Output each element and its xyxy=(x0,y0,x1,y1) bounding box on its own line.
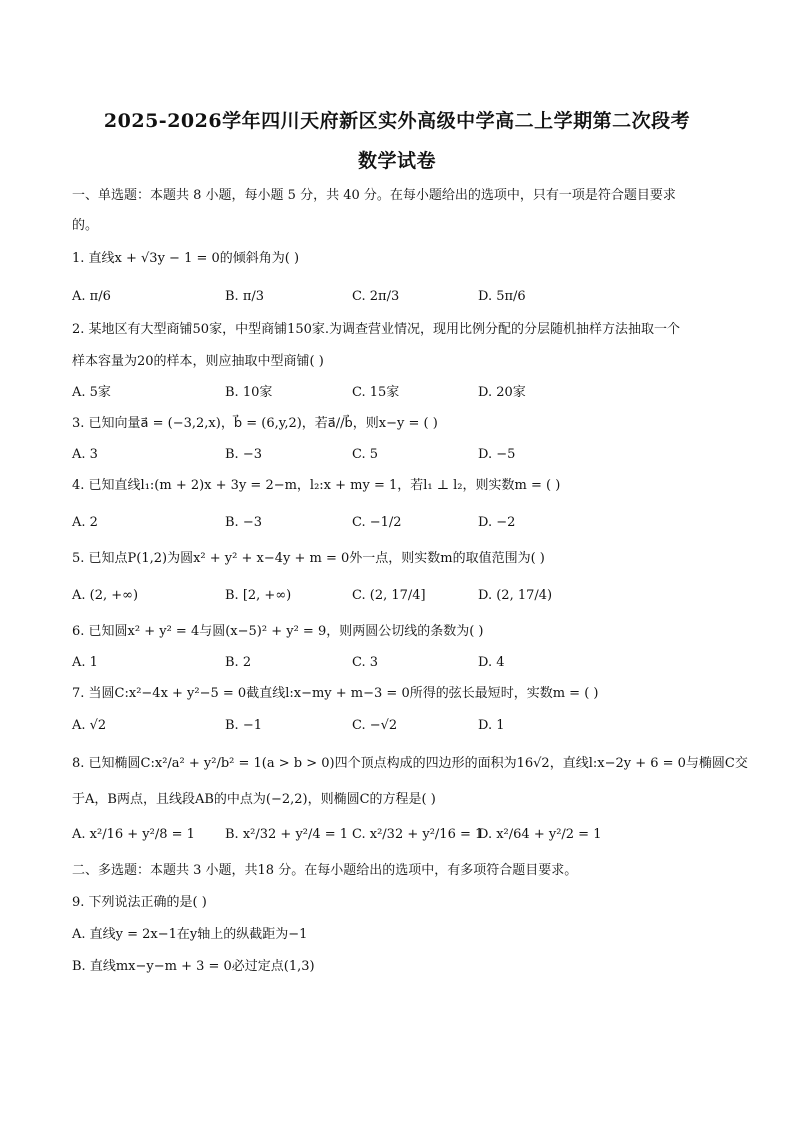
question-2-options xyxy=(72,382,732,404)
option-c: C. −1/2 xyxy=(352,515,402,530)
option-c: C. 15家 xyxy=(352,385,400,400)
option-b: B. x²/32 + y²/4 = 1 xyxy=(225,827,349,842)
option-a: A. 1 xyxy=(72,655,98,670)
exam-subtitle: 数学试卷 xyxy=(357,150,436,172)
option-b: B. [2, +∞) xyxy=(225,588,292,603)
option-d: D. −2 xyxy=(478,515,516,530)
question-7-stem: 7. 当圆C:x²−4x + y²−5 = 0截直线l:x−my + m−3 = 0所得的弦长最短时，实数m = ( ) xyxy=(72,686,599,701)
option-a: A. (2, +∞) xyxy=(72,588,139,603)
option-d: D. (2, 17/4) xyxy=(478,588,553,603)
question-3-options xyxy=(72,444,732,466)
option-d: D. 5π/6 xyxy=(478,289,526,304)
option-c: C. (2, 17/4] xyxy=(352,588,426,603)
section1-instructions: 一、单选题：本题共 8 小题，每小题 5 分，共 40 分。在每小题给出的选项中，只有一项是符合题目要求 xyxy=(72,188,676,203)
question-4-options xyxy=(72,512,732,534)
option-a: A. 5家 xyxy=(72,385,111,400)
option-c: C. 5 xyxy=(352,447,379,462)
option-c: C. −√2 xyxy=(352,718,398,733)
question-5-options xyxy=(72,585,732,607)
option-d: D. x²/64 + y²/2 = 1 xyxy=(478,827,602,842)
question-9-option-b: B. 直线mx−y−m + 3 = 0必过定点(1,3) xyxy=(72,959,315,974)
option-a: A. π/6 xyxy=(72,289,111,304)
question-6-options xyxy=(72,652,732,674)
option-b: B. −3 xyxy=(225,447,262,462)
option-a: A. √2 xyxy=(72,718,107,733)
option-c: C. 3 xyxy=(352,655,379,670)
section2-instructions: 二、多选题：本题共 3 小题，共18 分。在每小题给出的选项中，有多项符合题目要求。 xyxy=(72,863,578,878)
question-8-stem: 8. 已知椭圆C:x²/a² + y²/b² = 1(a > b > 0)四个顶点构成的四边形的面积为16√2，直线l:x−2y + 6 = 0与椭圆C交 xyxy=(72,756,748,771)
option-d: D. 20家 xyxy=(478,385,526,400)
option-a: A. 2 xyxy=(72,515,98,530)
question-2-stem-cont: 样本容量为20的样本，则应抽取中型商铺( ) xyxy=(72,354,324,369)
question-2-stem: 2. 某地区有大型商铺50家，中型商铺150家.为调查营业情况，现用比例分配的分层随机抽样方法抽取一个 xyxy=(72,322,681,337)
option-c: C. x²/32 + y²/16 = 1 xyxy=(352,827,484,842)
option-b: B. −3 xyxy=(225,515,262,530)
exam-title: 2025-2026学年四川天府新区实外高级中学高二上学期第二次段考 xyxy=(103,110,691,132)
option-d: D. 4 xyxy=(478,655,505,670)
option-b: B. 10家 xyxy=(225,385,273,400)
question-8-options xyxy=(72,824,732,846)
option-d: D. 1 xyxy=(478,718,505,733)
question-6-stem: 6. 已知圆x² + y² = 4与圆(x−5)² + y² = 9，则两圆公切线的条数为( ) xyxy=(72,624,484,639)
option-b: B. π/3 xyxy=(225,289,265,304)
option-b: B. −1 xyxy=(225,718,262,733)
question-1-options xyxy=(72,286,732,308)
option-d: D. −5 xyxy=(478,447,516,462)
question-7-options xyxy=(72,715,732,737)
question-1-stem: 1. 直线x + √3y − 1 = 0的倾斜角为( ) xyxy=(72,251,300,266)
question-5-stem: 5. 已知点P(1,2)为圆x² + y² + x−4y + m = 0外一点，则实数m的取值范围为( ) xyxy=(72,551,545,566)
option-b: B. 2 xyxy=(225,655,252,670)
question-9-option-a: A. 直线y = 2x−1在y轴上的纵截距为−1 xyxy=(72,927,308,942)
option-a: A. 3 xyxy=(72,447,98,462)
option-a: A. x²/16 + y²/8 = 1 xyxy=(72,827,195,842)
question-4-stem: 4. 已知直线l₁:(m + 2)x + 3y = 2−m，l₂:x + my = 1，若l₁ ⊥ l₂，则实数m = ( ) xyxy=(72,478,561,493)
question-3-stem: 3. 已知向量a⃗ = (−3,2,x)，b⃗ = (6,y,2)，若a⃗//b⃗，则x−y = ( ) xyxy=(72,416,438,431)
section1-instructions-cont: 的。 xyxy=(72,218,99,233)
question-8-stem-cont: 于A，B两点，且线段AB的中点为(−2,2)，则椭圆C的方程是( ) xyxy=(72,792,436,807)
question-9-stem: 9. 下列说法正确的是( ) xyxy=(72,895,207,910)
option-c: C. 2π/3 xyxy=(352,289,400,304)
